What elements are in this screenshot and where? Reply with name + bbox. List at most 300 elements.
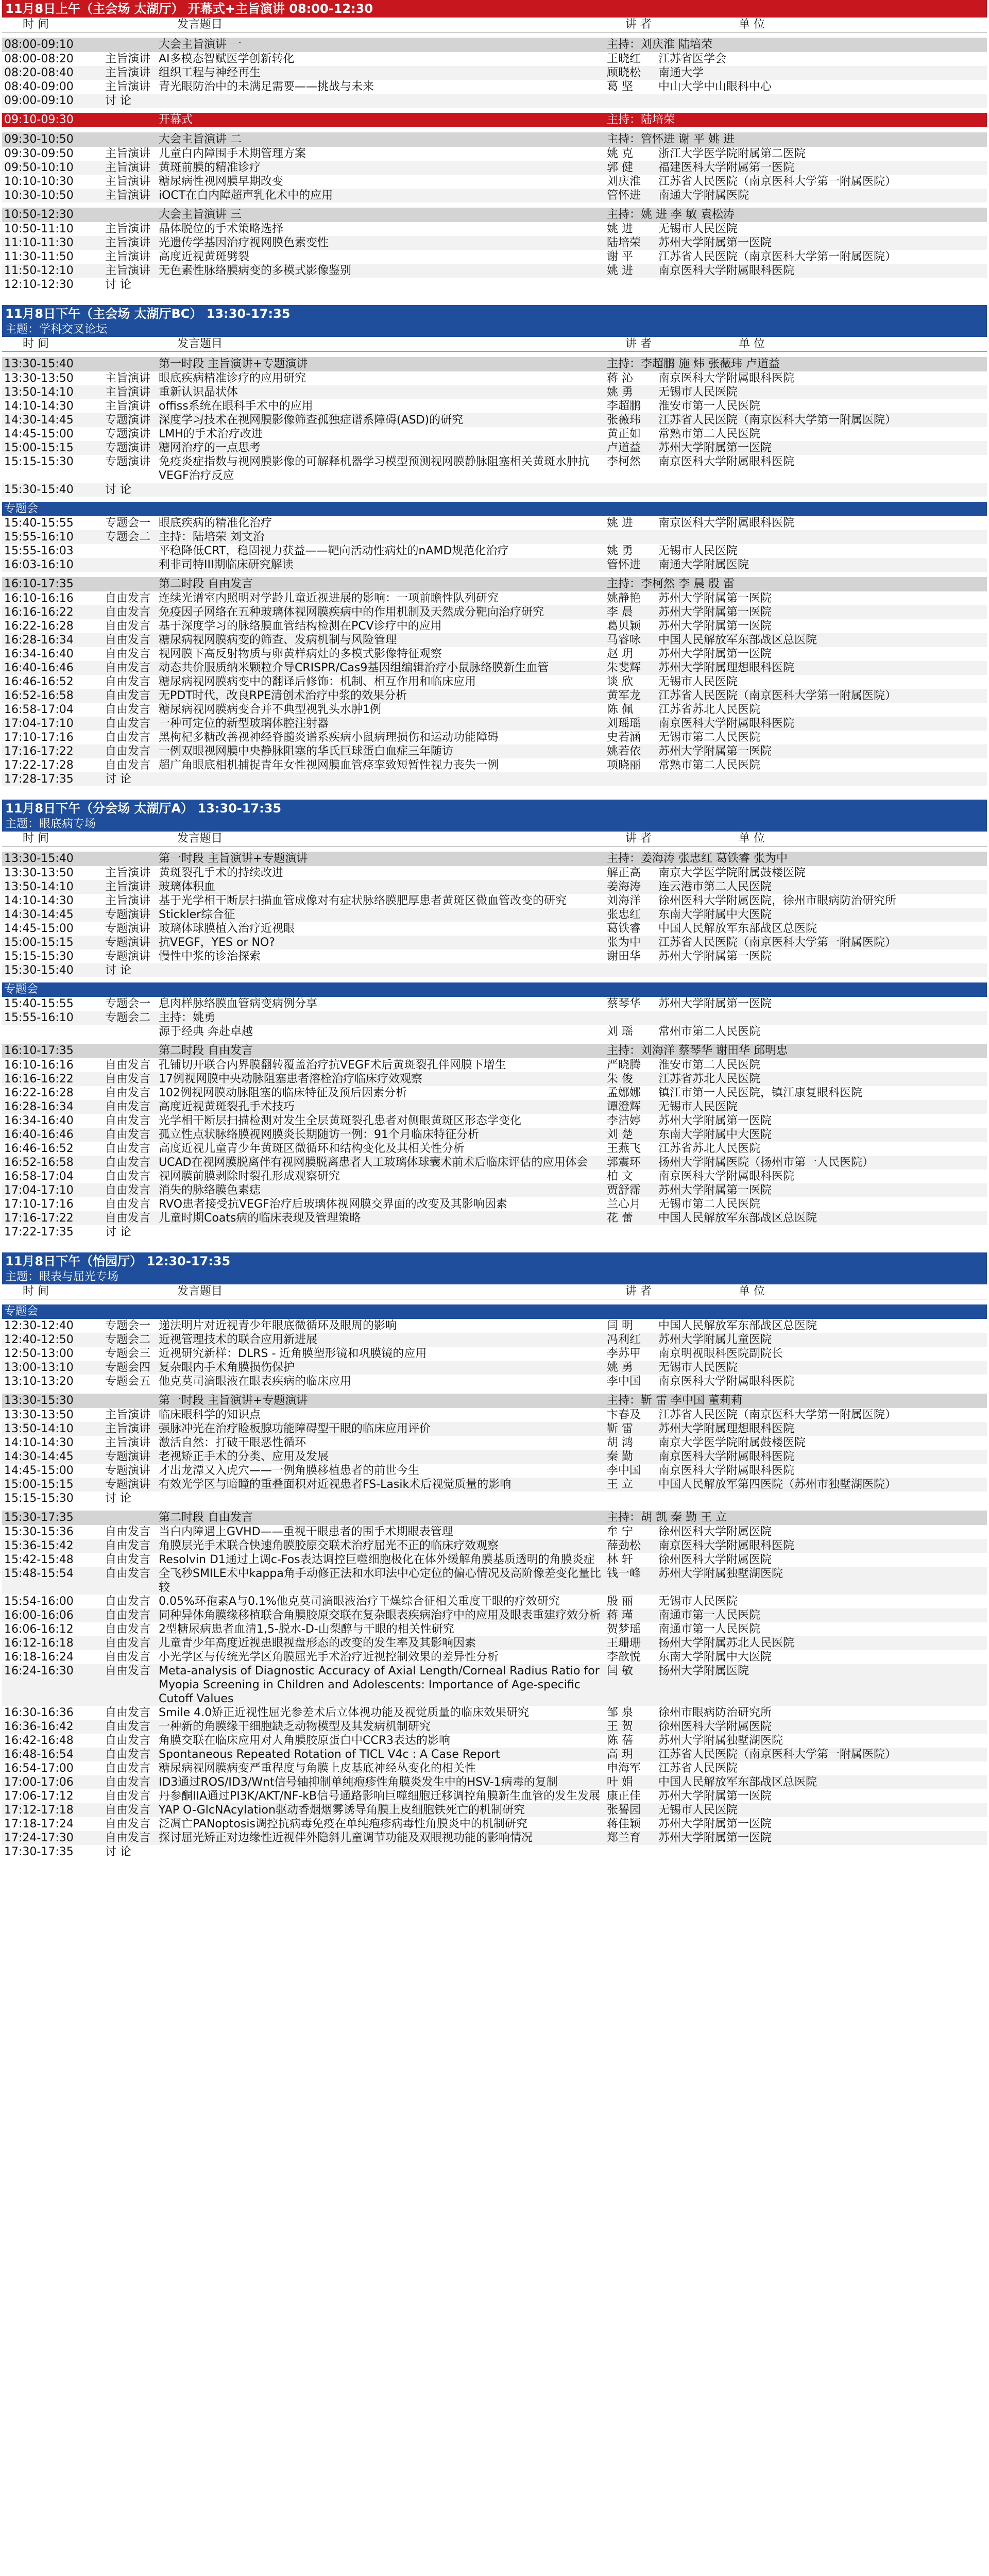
row-type: 自由发言 [105,731,151,744]
row-unit: 苏州大学附属第一医院 [658,745,772,758]
row-title: 光学相干断层扫描检测对发生全层黄斑裂孔患者对侧眼黄斑区形态学变化 [159,1114,522,1127]
row-speaker: 卞春及 [607,1409,641,1421]
row-unit: 徐州医科大学附属医院 [658,1553,772,1566]
row-type: 自由发言 [105,1790,151,1803]
agenda-row [2,1408,987,1422]
row-title: 无色素性脉络膜病变的多模式影像鉴别 [159,264,352,277]
row-title: 糖网治疗的一点思考 [159,442,261,454]
section-header: 11月8日下午（怡园厅） 12:30-17:35 [2,1252,987,1270]
agenda-row [2,147,987,161]
agenda-row [2,399,987,413]
row-title: 糖尿病视网膜病变中的翻译后修饰：机制、相互作用和临床应用 [159,675,476,688]
row-speaker: 管怀进 [607,189,641,202]
row-title: 小光学区与传统光学区角膜屈光手术治疗近视控制效果的差异性分析 [159,1651,499,1664]
row-unit: 扬州大学附属医院（扬州市第一人民医院） [658,1156,874,1169]
agenda-row [2,1072,987,1086]
row-type: 自由发言 [105,1526,151,1538]
row-speaker: 姚若依 [607,745,641,758]
row-type: 自由发言 [105,592,151,605]
row-time: 15:00-15:15 [4,936,74,949]
agenda-row [2,1183,987,1197]
row-unit: 苏州大学附属第一医院 [658,1790,772,1803]
session-head [2,502,987,516]
row-unit: 苏州大学附属独墅湖医院 [658,1567,783,1580]
row-speaker: 姚 勇 [607,386,633,399]
column-header: 单 位 [739,1285,765,1298]
column-header-row [2,337,987,352]
row-speaker: 姚 克 [607,147,633,160]
row-unit: 徐州医科大学附属医院 [658,1720,772,1733]
agenda-row [2,1650,987,1664]
session-head [2,1511,987,1525]
row-title: 视网膜下高反射物质与卵黄样病灶的多模式影像特征观察 [159,648,442,660]
row-time: 17:16-17:22 [4,1212,74,1225]
row-title: 息肉样脉络膜血管病变病例分享 [159,997,318,1010]
agenda-row [2,661,987,675]
row-title: 0.05%环孢素A与0.1%他克莫司滴眼液治疗干燥综合征相关重度干眼的疗效研究 [159,1595,560,1608]
session-chair: 主持：刘庆淮 陆培荣 [607,38,712,51]
row-title: 一例双眼视网膜中央静脉阻塞的华氏巨球蛋白血症三年随访 [159,745,454,758]
row-type: 自由发言 [105,1170,151,1183]
row-title: 主持：姚勇 [159,1011,216,1024]
row-time: 16:12-16:18 [4,1637,74,1650]
row-unit: 常熟市第二人民医院 [658,759,761,772]
row-speaker: 蒋 瑾 [607,1609,633,1622]
row-speaker: 孟娜娜 [607,1087,641,1099]
row-title: 近视研究新样：DLRS - 近角膜塑形镜和巩膜镜的应用 [159,1347,427,1360]
row-time: 08:20-08:40 [4,66,74,79]
row-type: 专题会二 [105,531,151,544]
session-head [2,38,987,52]
row-time: 16:03-16:10 [4,558,74,571]
row-type: 讨 论 [105,483,131,496]
column-header: 单 位 [739,832,765,845]
row-unit [656,94,987,108]
row-type: 自由发言 [105,1818,151,1831]
row-time: 16:30-16:36 [4,1706,74,1719]
row-speaker: 黄军龙 [607,689,641,702]
row-time: 13:50-14:10 [4,386,74,399]
agenda-row [2,1803,987,1817]
column-header: 讲 者 [625,337,652,350]
row-speaker: 陈 佩 [607,703,633,716]
row-unit: 无锡市人民医院 [658,1100,738,1113]
row-time: 16:46-16:52 [4,675,74,688]
row-title: 组织工程与神经再生 [159,66,261,79]
row-unit: 扬州大学附属苏北人民医院 [658,1637,795,1650]
session-chair: 主持：姜海涛 张忠红 葛铁睿 张为中 [607,852,788,865]
row-type [103,544,157,558]
row-title: 探讨屈光矫正对边缘性近视伴外隐斜儿童调节功能及双眼视功能的影响情况 [159,1832,533,1844]
row-unit: 南通大学附属医院 [658,189,749,202]
session-chair: 主持：靳 雷 李中国 董莉莉 [607,1394,742,1407]
agenda-row [2,558,987,572]
agenda-row [2,1058,987,1072]
row-time: 14:30-14:45 [4,908,74,921]
row-type: 专题演讲 [105,950,151,963]
session-time: 专题会 [4,1305,39,1318]
row-type: 自由发言 [105,1212,151,1225]
row-time: 16:40-16:46 [4,662,74,674]
row-type: 专题会二 [105,1333,151,1346]
row-time: 09:00-09:10 [4,94,74,107]
column-header: 发言题目 [177,832,223,845]
row-time: 10:10-10:30 [4,175,74,188]
row-speaker: 郭 健 [607,161,633,174]
row-type [103,1025,157,1039]
row-unit: 苏州大学附属独墅湖医院 [658,1734,783,1747]
row-type: 主旨演讲 [105,66,151,79]
row-type: 自由发言 [105,1720,151,1733]
row-type: 主旨演讲 [105,175,151,188]
agenda-row [2,605,987,619]
row-speaker: 卢道益 [607,442,641,454]
row-type: 自由发言 [105,1595,151,1608]
row-title: 高度近视儿童青少年黄斑区微循环和结构变化及其相关性分析 [159,1142,465,1155]
row-title: 102例视网膜动脉阻塞的临床特征及预后因素分析 [159,1087,407,1099]
row-type: 自由发言 [105,1100,151,1113]
row-unit: 苏州大学附属第一医院 [658,1184,772,1197]
session-block [2,577,987,786]
row-unit [656,1225,987,1239]
row-time: 15:36-15:42 [4,1539,74,1552]
session-block [2,852,987,977]
row-unit: 东南大学附属中大医院 [658,1651,772,1664]
row-speaker: 管怀进 [607,558,641,571]
row-unit: 无锡市人民医院 [658,1804,738,1817]
session-title: 大会主旨演讲 三 [159,208,242,221]
agenda-row [2,717,987,731]
row-time: 16:46-16:52 [4,1142,74,1155]
row-time: 14:45-15:00 [4,428,74,440]
row-time: 15:54-16:00 [4,1595,74,1608]
row-time: 13:30-13:50 [4,372,74,385]
row-title: Stickler综合征 [159,908,235,921]
row-unit: 淮安市第一人民医院 [658,400,761,413]
row-time: 08:40-09:00 [4,80,74,93]
row-time: 17:04-17:10 [4,717,74,730]
row-type: 专题会一 [105,997,151,1010]
row-title: 同种异体角膜缘移植联合角膜胶原交联在复杂眼表疾病治疗中的应用及眼表重建疗效分析 [159,1609,601,1622]
session-chair: 主持：陆培荣 [607,113,675,126]
agenda-row [2,1706,987,1720]
row-time: 13:50-14:10 [4,1422,74,1435]
row-unit: 中国人民解放军东部战区总医院 [658,1776,817,1789]
row-type: 主旨演讲 [105,53,151,65]
column-header: 发言题目 [177,337,223,350]
row-type: 自由发言 [105,1198,151,1211]
row-time: 11:10-11:30 [4,236,74,249]
row-title: 泛凋亡PANoptosis调控抗病毒免疫在单纯疱疹病毒性角膜炎中的机制研究 [159,1818,527,1831]
row-speaker [605,963,656,977]
row-speaker: 李超鹏 [607,400,641,413]
row-type: 主旨演讲 [105,894,151,907]
session-chair [605,502,987,516]
row-speaker: 林 轩 [607,1553,633,1566]
agenda-row [2,1492,987,1505]
row-speaker: 张为中 [607,936,641,949]
agenda-row [2,1011,987,1025]
row-type: 专题演讲 [105,1450,151,1463]
agenda-row [2,1636,987,1650]
row-type: 专题演讲 [105,414,151,427]
row-time: 12:40-12:50 [4,1333,74,1346]
row-title: UCAD在视网膜脱离伴有视网膜脱离患者人工玻璃体球囊术前术后临床评估的应用体会 [159,1156,588,1169]
agenda-row [2,161,987,175]
row-unit: 无锡市第二人民医院 [658,1198,761,1211]
row-time: 17:18-17:24 [4,1818,74,1831]
row-title: 消失的脉络膜色素痣 [159,1184,261,1197]
row-unit: 苏州大学附属理想眼科医院 [658,1422,795,1435]
row-type: 讨 论 [105,1845,131,1858]
session-time: 16:10-17:35 [4,1044,74,1057]
agenda-row [2,1817,987,1831]
column-header: 讲 者 [625,1285,652,1298]
row-time: 16:40-16:46 [4,1128,74,1141]
row-title: 孤立性点状脉络膜视网膜炎长期随访一例：91个月临床特征分析 [159,1128,479,1141]
row-speaker: 刘海洋 [607,894,641,907]
row-speaker: 张薇玮 [607,414,641,427]
row-title: 晶体脱位的手术策略选择 [159,223,284,235]
row-type: 自由发言 [105,662,151,674]
row-type: 讨 论 [105,278,131,291]
row-unit: 苏州大学附属第一医院 [658,648,772,660]
row-unit: 南京医科大学附属眼科医院 [658,1170,795,1183]
agenda-row [2,483,987,497]
row-time: 13:30-13:50 [4,1409,74,1421]
row-speaker: 王晓红 [607,53,641,65]
row-time: 16:06-16:12 [4,1623,74,1636]
session-title [157,982,605,997]
row-type: 主旨演讲 [105,400,151,413]
row-speaker [605,1225,656,1239]
row-unit: 南京医科大学附属眼科医院 [658,1539,795,1552]
schedule-section [2,1252,987,1859]
row-time [2,1025,103,1039]
row-time: 10:50-11:10 [4,223,74,235]
agenda-row [2,80,987,94]
row-type: 主旨演讲 [105,223,151,235]
row-speaker: 贾舒霈 [607,1184,641,1197]
row-type: 自由发言 [105,1706,151,1719]
row-unit: 南京医科大学附属眼科医院 [658,1450,795,1463]
row-speaker: 贺梦瑶 [607,1623,641,1636]
row-time: 14:10-14:30 [4,1436,74,1449]
row-unit: 中国人民解放军东部战区总医院 [658,1212,817,1225]
session-time: 16:10-17:35 [4,578,74,590]
agenda-row [2,278,987,292]
row-type: 自由发言 [105,1748,151,1761]
row-time: 15:00-15:15 [4,442,74,454]
column-header: 时 间 [23,832,49,845]
agenda-row [2,544,987,558]
row-title: 源于经典 奔赴卓越 [159,1025,253,1038]
agenda-row [2,94,987,108]
row-unit: 苏州大学附属第一医院 [658,997,772,1010]
row-unit: 南通大学附属医院 [658,558,749,571]
row-speaker: 郑兰育 [607,1832,641,1844]
session-title: 大会主旨演讲 一 [159,38,242,51]
row-speaker: 谭澄辉 [607,1100,641,1113]
agenda-row [2,619,987,633]
row-title: 才出龙潭又入虎穴——一例角膜移植患者的前世今生 [159,1464,420,1477]
row-unit: 南京医科大学附属眼科医院 [658,1464,795,1477]
row-title: offiss系统在眼科手术中的应用 [159,400,313,413]
row-time: 16:36-16:42 [4,1720,74,1733]
row-unit: 浙江大学医学院附属第二医院 [658,147,806,160]
row-time: 08:00-08:20 [4,53,74,65]
row-unit: 无锡市人民医院 [658,1361,738,1374]
session-time: 专题会 [4,983,39,996]
row-title: 视网膜前膜剥除时裂孔形成观察研究 [159,1170,340,1183]
agenda-row [2,1114,987,1128]
row-unit: 南京医科大学附属眼科医院 [658,455,795,468]
row-type: 主旨演讲 [105,250,151,263]
agenda-row [2,236,987,250]
row-type: 专题会二 [105,1011,151,1024]
session-title: 开幕式 [159,113,193,126]
row-speaker: 史若涵 [607,731,641,744]
column-header: 单 位 [739,18,765,31]
row-time: 13:50-14:10 [4,880,74,893]
row-unit: 江苏省人民医院（南京医科大学第一附属医院） [658,250,897,263]
row-speaker: 马睿咏 [607,634,641,647]
row-unit: 苏州大学附属第一医院 [658,1818,772,1831]
session-head [2,1394,987,1408]
row-unit: 中山大学中山眼科中心 [658,80,772,93]
row-unit: 东南大学附属中大医院 [658,908,772,921]
agenda-row [2,1595,987,1608]
row-type: 主旨演讲 [105,1436,151,1449]
row-time: 16:16-16:22 [4,1073,74,1086]
agenda-row [2,1225,987,1239]
agenda-row [2,1436,987,1450]
row-unit: 无锡市第二人民医院 [658,731,761,744]
row-unit: 无锡市人民医院 [658,386,738,399]
row-speaker: 李洁婷 [607,1114,641,1127]
session-chair: 主持：胡 凯 秦 勤 王 立 [607,1511,727,1524]
row-speaker: 李柯然 [607,455,641,468]
session-block [2,132,987,202]
row-unit: 苏州大学附属第一医院 [658,1114,772,1127]
row-speaker: 姚 进 [607,517,633,530]
row-time: 16:10-16:16 [4,592,74,605]
row-title: Smile 4.0矫正近视性屈光参差术后立体视功能及视觉质量的临床效果研究 [159,1706,530,1719]
row-speaker: 葛 坚 [607,80,633,93]
agenda-row [2,1361,987,1375]
row-type: 自由发言 [105,1637,151,1650]
row-type: 主旨演讲 [105,161,151,174]
row-unit: 无锡市人民医院 [658,675,738,688]
session-head [2,113,987,127]
row-type: 自由发言 [105,1651,151,1664]
row-type: 自由发言 [105,675,151,688]
row-type: 自由发言 [105,759,151,772]
session-head [2,1304,987,1319]
row-title: 无PDT时代，改良RPE清创术治疗中浆的效果分析 [159,689,407,702]
row-unit: 南京医科大学附属眼科医院 [658,717,795,730]
row-title: 利非司特III期临床研究解读 [159,558,294,571]
agenda-row [2,866,987,880]
row-speaker: 王珊珊 [607,1637,641,1650]
row-unit: 徐州市眼病防治研究所 [658,1706,772,1719]
row-title: 高度近视黄斑劈裂 [159,250,250,263]
row-type: 自由发言 [105,1184,151,1197]
row-type: 自由发言 [105,634,151,647]
session-block [2,1394,987,1505]
row-type: 自由发言 [105,1114,151,1127]
agenda-row [2,222,987,236]
row-type: 自由发言 [105,717,151,730]
agenda-row [2,703,987,717]
column-header-row [2,1284,987,1299]
row-speaker: 姚 勇 [607,545,633,557]
row-time: 16:48-16:54 [4,1748,74,1761]
row-title: iOCT在白内障超声乳化术中的应用 [159,189,333,202]
agenda-row [2,1347,987,1361]
row-title: 临床眼科学的知识点 [159,1409,261,1421]
row-type: 自由发言 [105,1128,151,1141]
row-title [157,94,605,108]
row-speaker: 张忠红 [607,908,641,921]
row-time: 17:04-17:10 [4,1184,74,1197]
row-time: 14:10-14:30 [4,894,74,907]
agenda-row [2,1025,987,1039]
agenda-row [2,1567,987,1595]
row-title: 基于深度学习的脉络膜血管结构检测在PCV诊疗中的应用 [159,620,442,633]
row-title: LMH的手术治疗改进 [159,428,263,440]
row-unit [656,530,987,544]
row-time: 09:50-10:10 [4,161,74,174]
row-speaker [605,530,656,544]
row-unit: 江苏省苏北人民医院 [658,703,761,716]
agenda-row [2,633,987,647]
session-title: 第一时段 主旨演讲+专题演讲 [159,852,308,865]
row-speaker: 康正佳 [607,1790,641,1803]
row-speaker: 谢 平 [607,250,633,263]
row-time: 15:42-15:48 [4,1553,74,1566]
session-head [2,357,987,371]
session-time: 10:50-12:30 [4,208,74,221]
agenda-row [2,744,987,758]
row-title: 黄斑前膜的精准诊疗 [159,161,261,174]
row-title: 他克莫司滴眼液在眼表疾病的临床应用 [159,1375,352,1388]
row-speaker: 闫 明 [607,1319,633,1332]
row-time: 14:45-15:00 [4,922,74,935]
agenda-row [2,1197,987,1211]
row-type: 专题演讲 [105,1464,151,1477]
row-type: 自由发言 [105,1623,151,1636]
row-type: 自由发言 [105,1142,151,1155]
row-type: 自由发言 [105,703,151,716]
row-unit: 苏州大学附属儿童医院 [658,1333,772,1346]
row-time: 15:15-15:30 [4,1492,74,1505]
row-type: 主旨演讲 [105,189,151,202]
session-chair: 主持：李柯然 李 晨 殷 雷 [607,578,735,590]
section-theme: 主题：眼底病专场 [2,817,987,832]
row-time: 14:10-14:30 [4,400,74,413]
row-type: 自由发言 [105,1087,151,1099]
session-head [2,1044,987,1058]
row-title: 糖尿病视网膜病变合并不典型视乳头水肿1例 [159,703,381,716]
row-speaker: 柏 文 [607,1170,633,1183]
row-speaker: 谈 欣 [607,675,633,688]
row-type: 讨 论 [105,773,131,786]
agenda-row [2,647,987,661]
agenda-row [2,1734,987,1748]
row-time: 15:30-15:40 [4,964,74,977]
row-type: 专题演讲 [105,442,151,454]
